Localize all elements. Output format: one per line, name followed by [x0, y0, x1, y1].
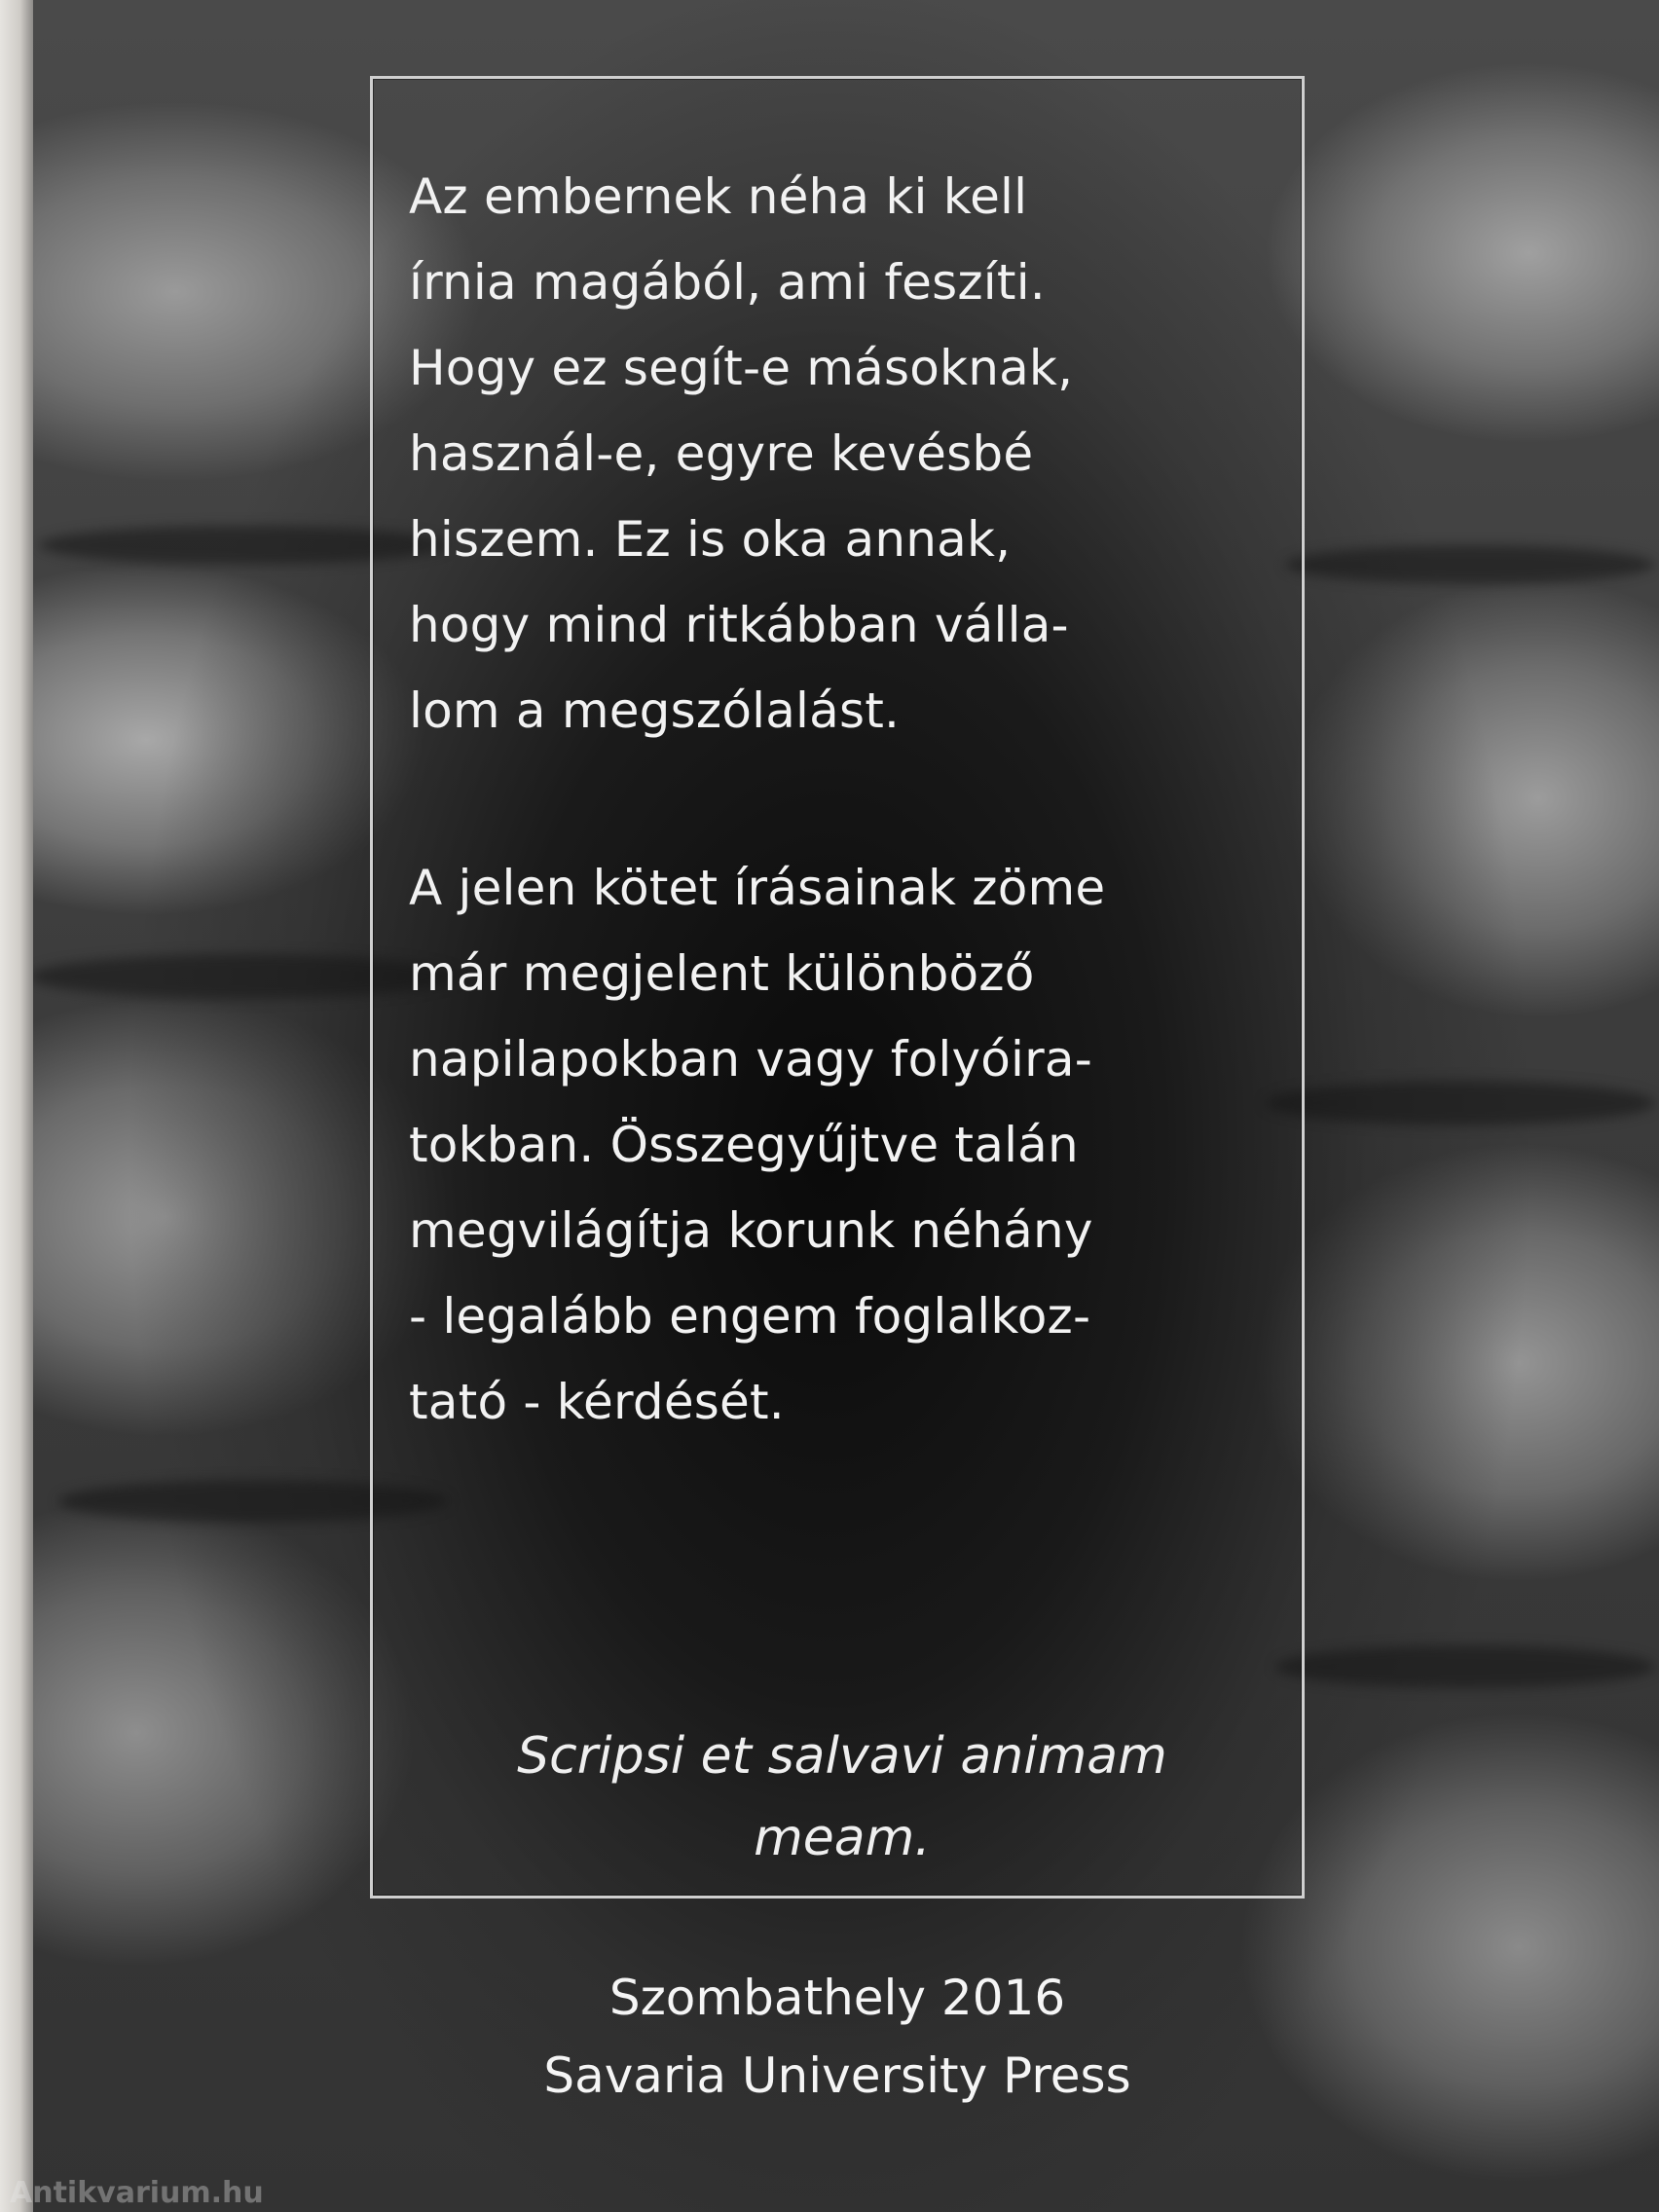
blurb-paragraph-1: Az embernek néha ki kell írnia magából, ami feszíti. Hogy ez segít-e másoknak, használ-e, egyre kevésbé hiszem. Ez is oka annak, hogy mind ritkábban válla- lom a megszólalást. — [409, 168, 1074, 739]
stone-crack — [1266, 1081, 1655, 1125]
stone-crack — [1275, 1645, 1655, 1688]
book-spine-edge — [0, 0, 33, 2212]
stone-crack — [1285, 545, 1655, 584]
watermark: Antikvarium.hu — [10, 2176, 264, 2210]
blurb-paragraph-2: A jelen kötet írásainak zöme már megjelent különböző napilapokban vagy folyóira- tokban. Összegyűjtve talán megvilágítja korunk néhány - legalább engem foglalkoz- tató - kérdését. — [409, 860, 1106, 1430]
place-year: Szombathely 2016 — [608, 1970, 1066, 2026]
latin-motto: Scripsi et salvavi animam meam. — [517, 1727, 1167, 1867]
publisher-name: Savaria University Press — [543, 2047, 1131, 2104]
imprint — [370, 1959, 1305, 2115]
